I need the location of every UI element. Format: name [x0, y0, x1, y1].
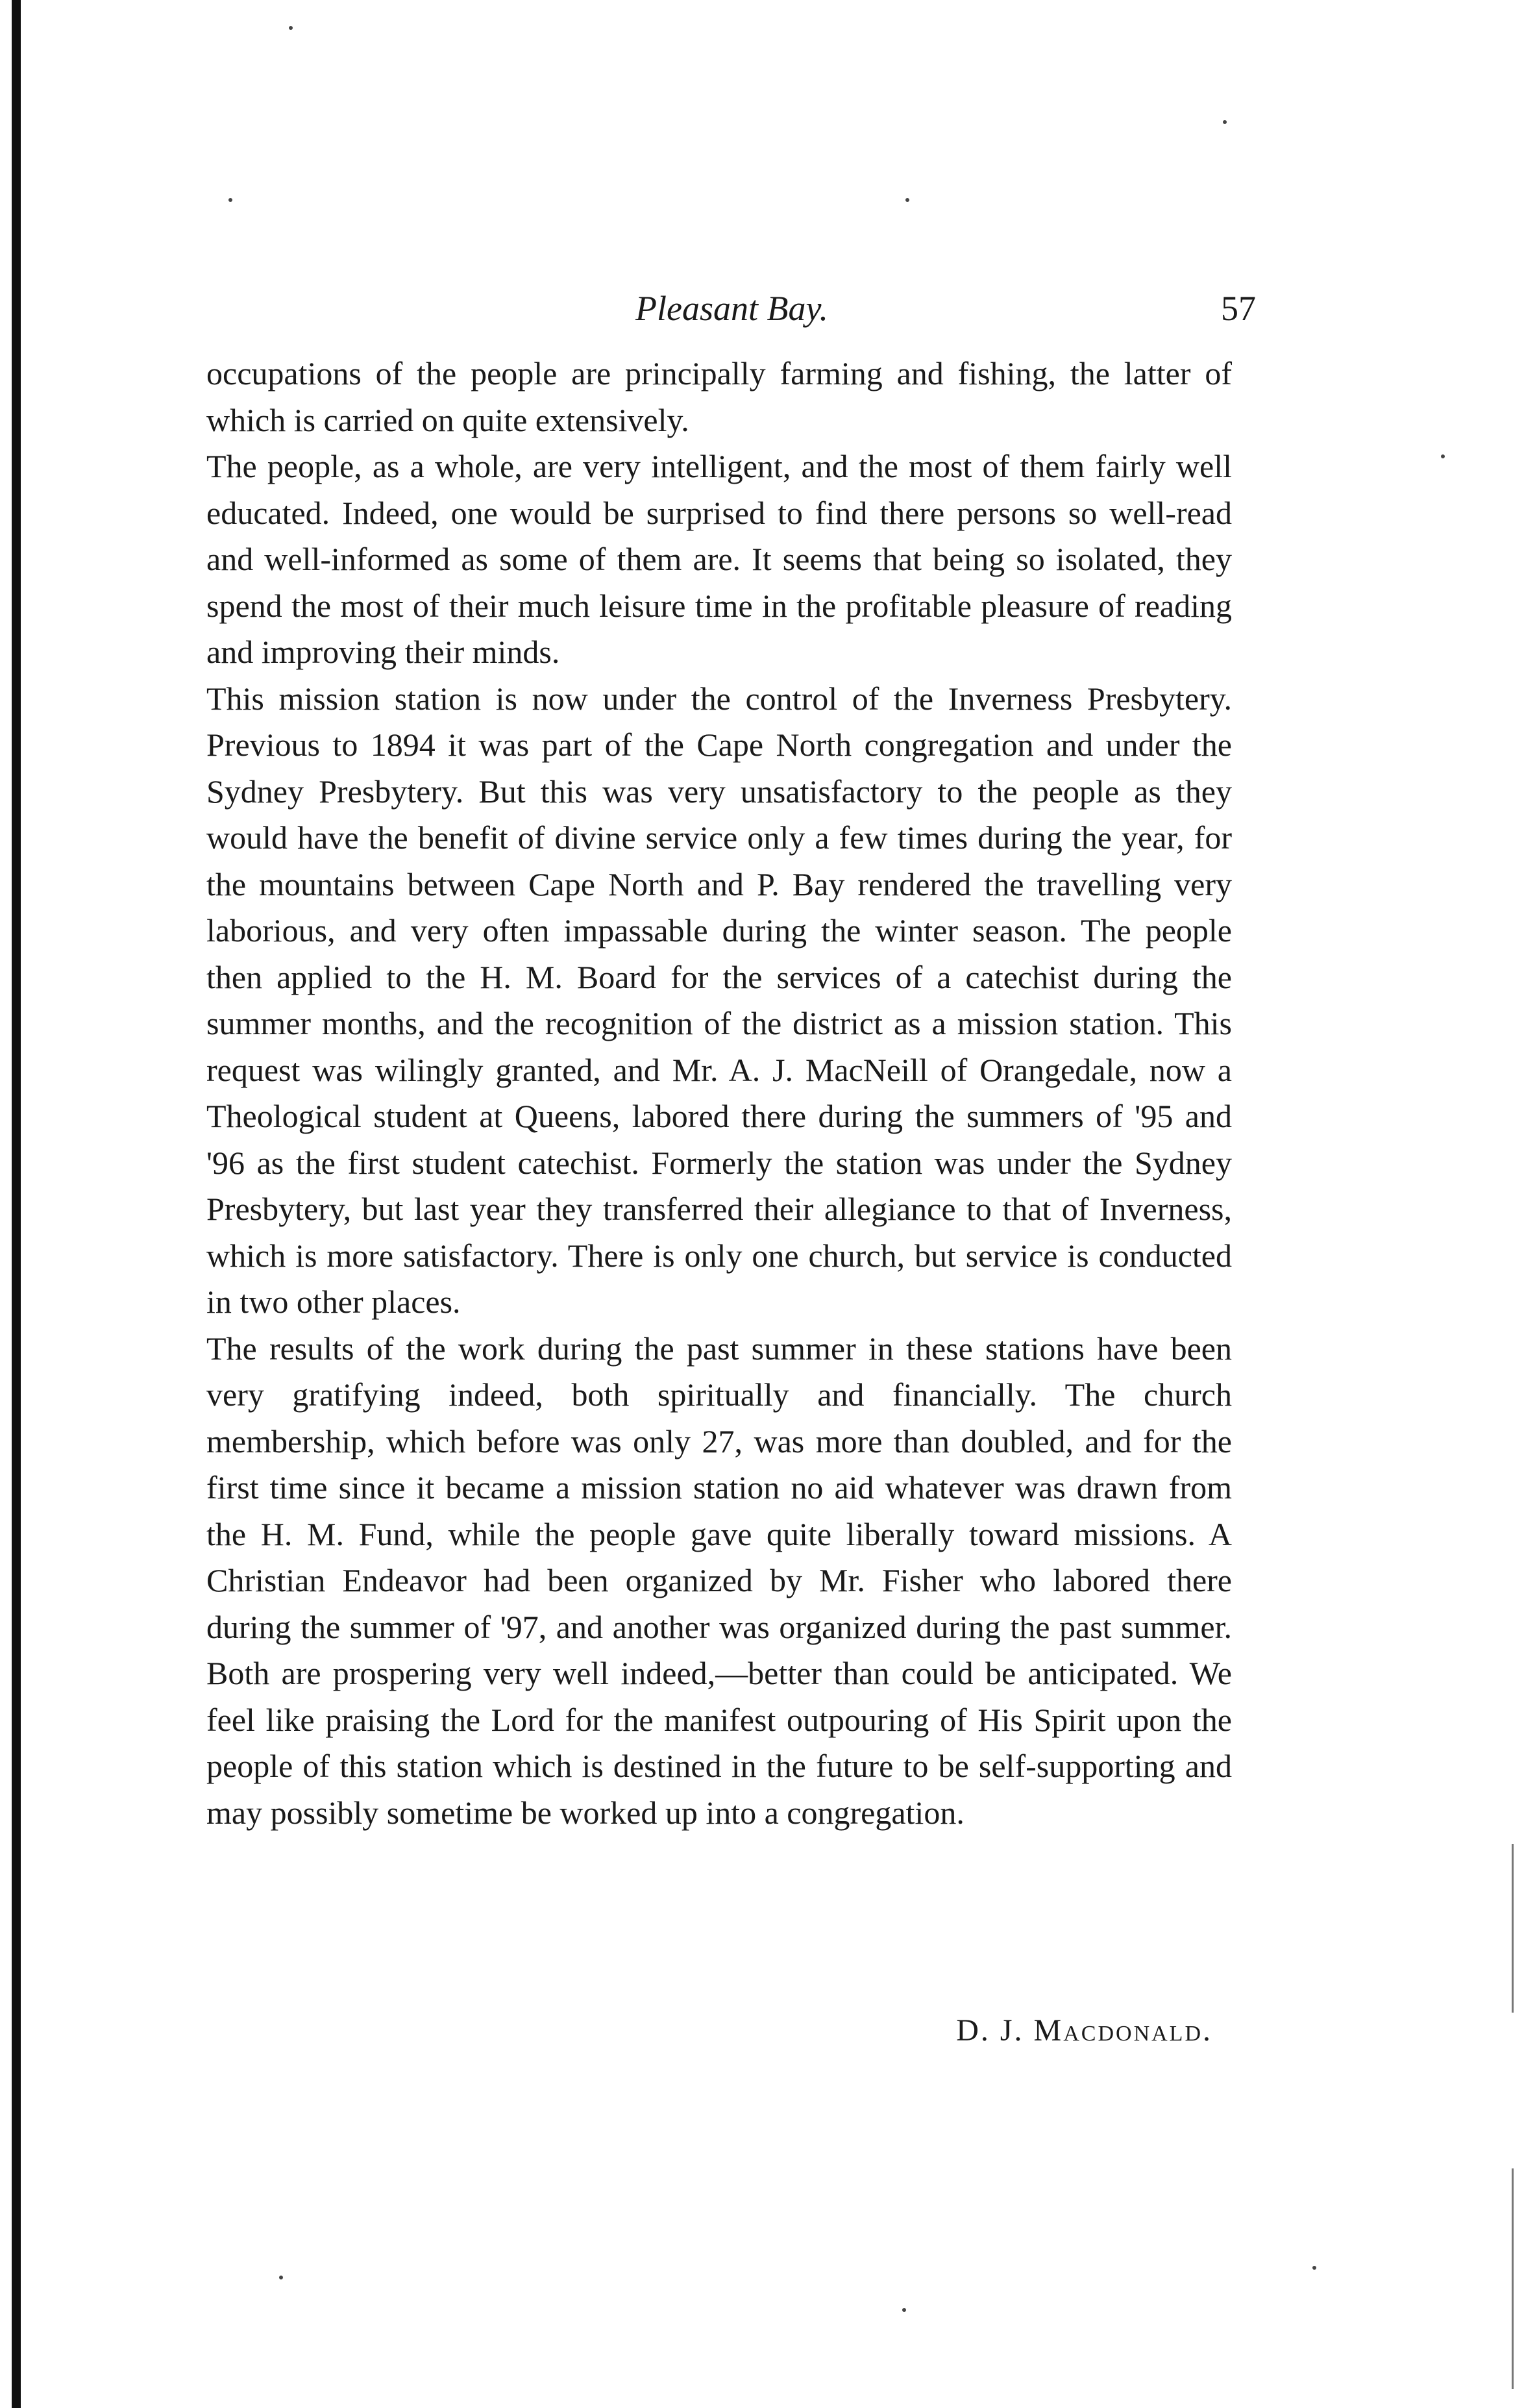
page-number: 57 — [1221, 289, 1256, 328]
print-speck — [279, 2276, 283, 2279]
print-speck — [1312, 2266, 1316, 2270]
running-head — [208, 282, 1256, 334]
running-title: Pleasant Bay. — [635, 289, 828, 328]
page-edge-mark — [1512, 1844, 1514, 2013]
print-speck — [228, 198, 232, 202]
print-speck — [1441, 454, 1445, 458]
paragraph: This mission station is now under the control of the Inverness Presbytery. Previous to 1894 it was part of the Cape North congregation and under the Sydney Presbytery. But this was very unsatisfactory to the people as they would have the benefit of divine service only a few times during the year, for the mountains between Cape North and P. Bay rendered the travelling very laborious, and very often impassable during the winter season. The people then applied to the H. M. Board for the services of a catechist during the summer months, and the recognition of the district as a mission station. This request was wilingly granted, and Mr. A. J. MacNeill of Orangedale, now a Theological student at Queens, labored there during the summers of '95 and '96 as the first student catechist. Formerly the station was under the Sydney Presbytery, but last year they transferred their allegiance to that of Inverness, which is more satisfactory. There is only one church, but service is conducted in two other places. — [206, 680, 1232, 1320]
author-signature: D. J. Macdonald. — [956, 2013, 1212, 2048]
paragraph: occupations of the people are principally farming and fishing, the latter of which is carried on quite extensively. — [206, 355, 1232, 438]
print-speck — [905, 198, 909, 202]
print-speck — [1223, 120, 1227, 124]
print-speck — [289, 26, 293, 30]
print-speck — [902, 2308, 906, 2312]
paragraph: The people, as a whole, are very intelligent, and the most of them fairly well educated. Indeed, one would be surprised to find there persons so well-read and well-informed as some of them are. It seems that being so isolated, they spend the most of their much leisure time in the profitable pleasure of reading and improving their minds. — [206, 448, 1232, 670]
page-edge-mark — [1512, 2168, 1514, 2389]
body-text — [206, 351, 1232, 1836]
paragraph: The results of the work during the past summer in these stations have been very gratifying indeed, both spiritually and financially. The church membership, which before was only 27, was more than doubled, and for the first time since it became a mission station no aid whatever was drawn from the H. M. Fund, while the people gave quite liberally toward missions. A Christian Endeavor had been organized by Mr. Fisher who labored there during the summer of '97, and another was organized during the past summer. Both are prospering very well indeed,—better than could be anticipated. We feel like praising the Lord for the manifest outpouring of His Spirit upon the people of this station which is destined in the future to be self-supporting and may possibly sometime be worked up into a congregation. — [206, 1330, 1232, 1831]
page-binding-edge — [12, 0, 21, 2408]
